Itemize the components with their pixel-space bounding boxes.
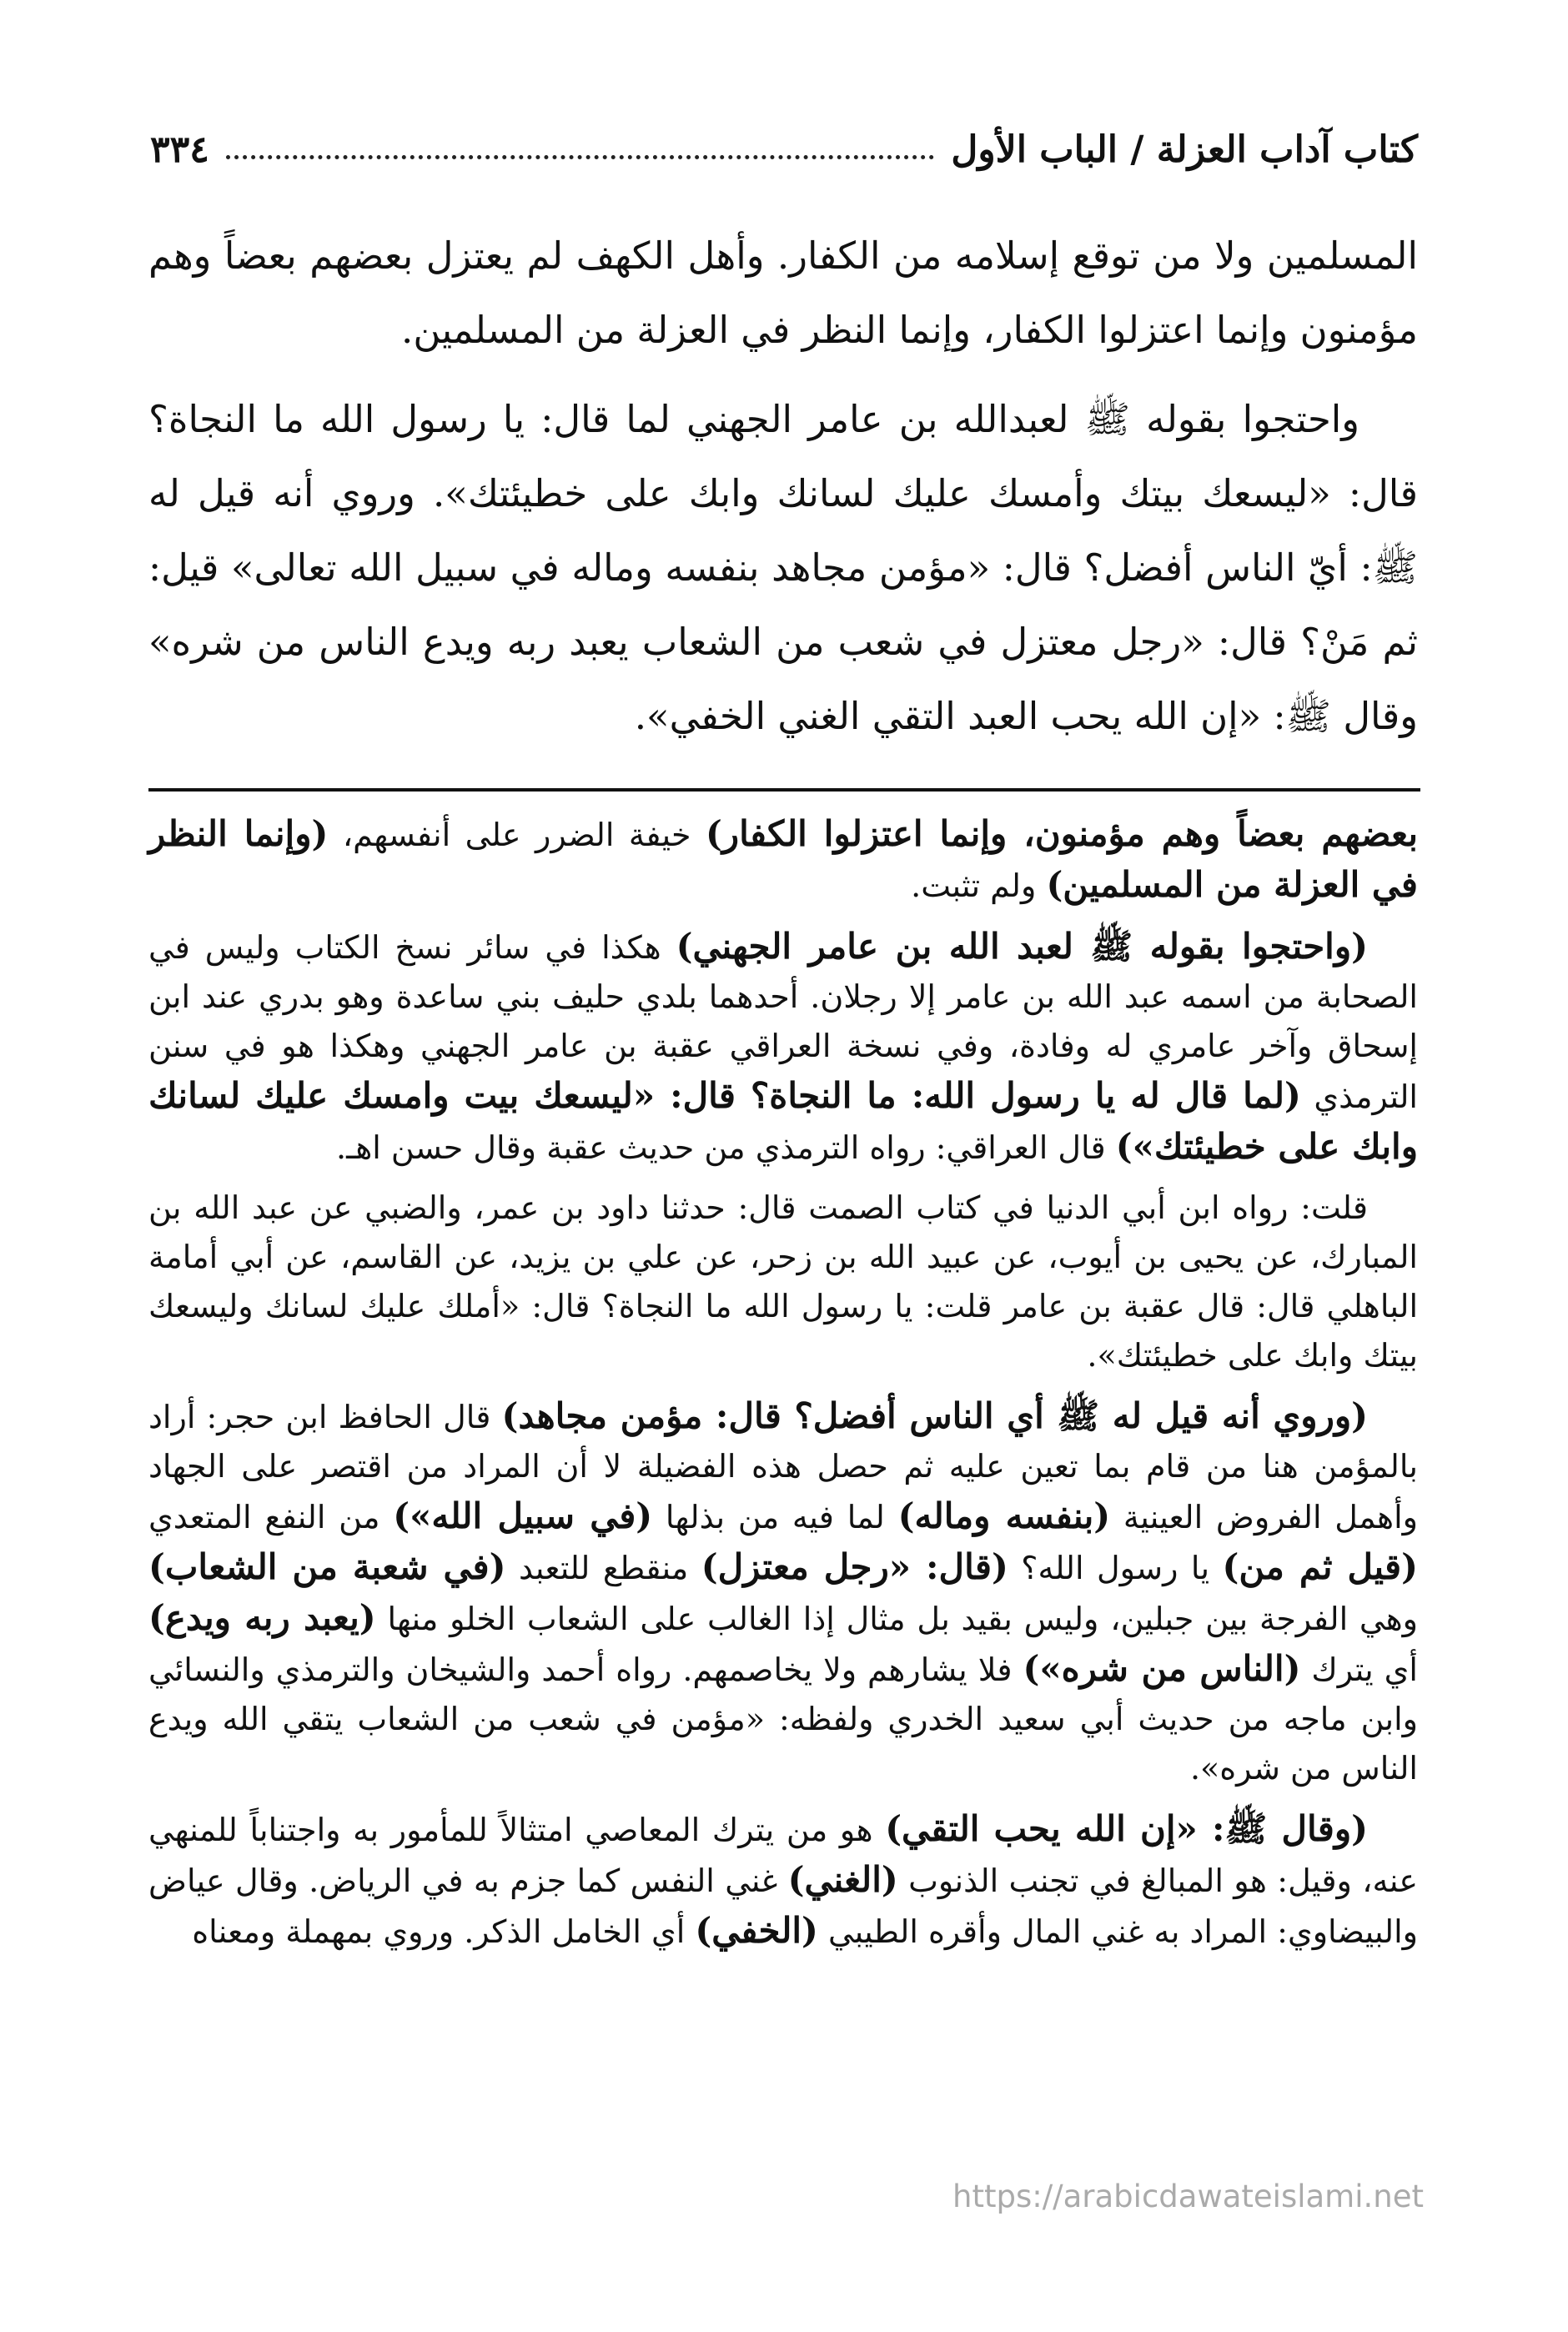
commentary-paragraph-4 (148, 1391, 1418, 1793)
quoted-matn: (بنفسه وماله) (897, 1495, 1111, 1536)
quoted-matn: (في شعبة من الشعاب) (148, 1546, 506, 1587)
quoted-matn: بعضهم بعضاً وهم مؤمنون، وإنما اعتزلوا الكفار) (705, 813, 1419, 854)
sharh-text: لما فيه من بذلها (652, 1499, 898, 1535)
quoted-matn: (وقال ﷺ: «إن الله يحب التقي) (885, 1808, 1368, 1849)
sharh-text: قال الحافظ ابن حجر: أراد بالمؤمن هنا من قام بما تعين عليه ثم حصل هذه الفضيلة لا أن المراد من اقتصر على الجهاد وأهمل الفروض العينية (148, 1399, 1418, 1535)
sharh-text: منقطع للتعبد (505, 1550, 701, 1586)
sharh-text: أي الخامل الذكر. وروي بمهملة ومعناه (192, 1913, 696, 1950)
quoted-matn: (لما قال له يا رسول الله: ما النجاة؟ قال: «ليسعك بيت وامسك عليك لسانك وابك على خطيئتك») (148, 1075, 1418, 1167)
quoted-matn: (الغني) (787, 1859, 898, 1900)
commentary-paragraph-1 (148, 809, 1418, 911)
quoted-matn: (الناس من شره») (1023, 1648, 1301, 1689)
page-header (150, 121, 1418, 171)
main-text (148, 219, 1418, 768)
quoted-matn: (قيل ثم من) (1222, 1546, 1418, 1587)
commentary-paragraph-3: قلت: رواه ابن أبي الدنيا في كتاب الصمت قال: حدثنا داود بن عمر، والضبي عن عبد الله بن المبارك، عن يحيى بن أيوب، عن عبيد الله بن زحر، عن علي بن يزيد، عن القاسم، عن أبي أمامة الباهلي قال: قال عقبة بن عامر قلت: يا رسول الله ما النجاة؟ قال: «أملك عليك لسانك وليسعك بيتك وابك على خطيئتك». (148, 1189, 1418, 1374)
quoted-matn: (وإنما النظر في العزلة من المسلمين) (148, 813, 1418, 905)
quoted-matn: (في سبيل الله») (393, 1495, 653, 1536)
page-number: ٣٣٤ (150, 128, 209, 171)
running-title: كتاب آداب العزلة / الباب الأول (951, 128, 1418, 171)
commentary-paragraph-5 (148, 1804, 1418, 1957)
sharh-text: وهي الفرجة بين جبلين، وليس بقيد بل مثال إذا الغالب على الشعاب الخلو منها (375, 1601, 1418, 1637)
quoted-matn: (قال: «رجل معتزل) (701, 1546, 1008, 1587)
sharh-text: فلا يشارهم ولا يخاصمهم. رواه أحمد والشيخان والترمذي والنسائي وابن ماجه من حديث أبي سعيد الخدري ولفظه: «مؤمن في شعب من الشعاب يتقي الله ويدع الناس من شره». (148, 1651, 1418, 1787)
quoted-matn: (وروي أنه قيل له ﷺ أي الناس أفضل؟ قال: مؤمن مجاهد) (501, 1395, 1368, 1436)
sharh-text: يا رسول الله؟ (1008, 1550, 1223, 1586)
main-paragraph-1: المسلمين ولا من توقع إسلامه من الكفار. وأهل الكهف لم يعتزل بعضهم بعضاً وهم مؤمنون وإنما اعتزلوا الكفار، وإنما النظر في العزلة من المسلمين. (148, 234, 1418, 352)
sharh-text: هكذا في سائر نسخ الكتاب وليس في الصحابة من اسمه عبد الله بن عامر إلا رجلان. أحدهما بلدي حليف بني ساعدة وهو بدري عند ابن إسحاق وآخر عامري له وفادة، وفي نسخة العراقي عقبة بن عامر الجهني وهكذا هو في سنن الترمذي (148, 929, 1418, 1115)
source-watermark: https://arabicdawateislami.net (952, 2179, 1424, 2214)
sharh-text: خيفة الضرر على أنفسهم، (328, 817, 706, 853)
sharh-text: غني النفس كما جزم به في الرياض. وقال عياض والبيضاوي: المراد به غني المال وأقره الطيبي (148, 1862, 1418, 1950)
commentary-text (148, 809, 1418, 1968)
main-paragraph-2: واحتجوا بقوله ﷺ لعبدالله بن عامر الجهني لما قال: يا رسول الله ما النجاة؟ قال: «ليسعك بيتك وأمسك عليك لسانك وابك على خطيئتك». وروي أنه قيل له ﷺ: أيّ الناس أفضل؟ قال: «مؤمن مجاهد بنفسه وماله في سبيل الله تعالى» قيل: ثم مَنْ؟ قال: «رجل معتزل في شعب من الشعاب يعبد ربه ويدع الناس من شره» وقال ﷺ: «إن الله يحب العبد التقي الغني الخفي». (148, 397, 1418, 738)
sharh-text: هو من يترك المعاصي امتثالاً للمأمور به واجتناباً للمنهي عنه، وقيل: هو المبالغ في تجنب الذنوب (148, 1812, 1418, 1899)
quoted-matn: (واحتجوا بقوله ﷺ لعبد الله بن عامر الجهني) (676, 926, 1368, 967)
header-dotted-leader (226, 155, 935, 159)
footnote-divider (148, 788, 1420, 792)
commentary-paragraph-2 (148, 922, 1418, 1173)
quoted-matn: (الخفي) (695, 1910, 818, 1951)
sharh-text: أي يترك (1300, 1651, 1418, 1688)
sharh-text: قال العراقي: رواه الترمذي من حديث عقبة وقال حسن اهـ. (336, 1129, 1116, 1166)
sharh-text: من النفع المتعدي (148, 1499, 394, 1535)
sharh-text: ولم تثبت. (911, 867, 1047, 904)
quoted-matn: (يعبد ربه ويدع) (148, 1597, 376, 1638)
